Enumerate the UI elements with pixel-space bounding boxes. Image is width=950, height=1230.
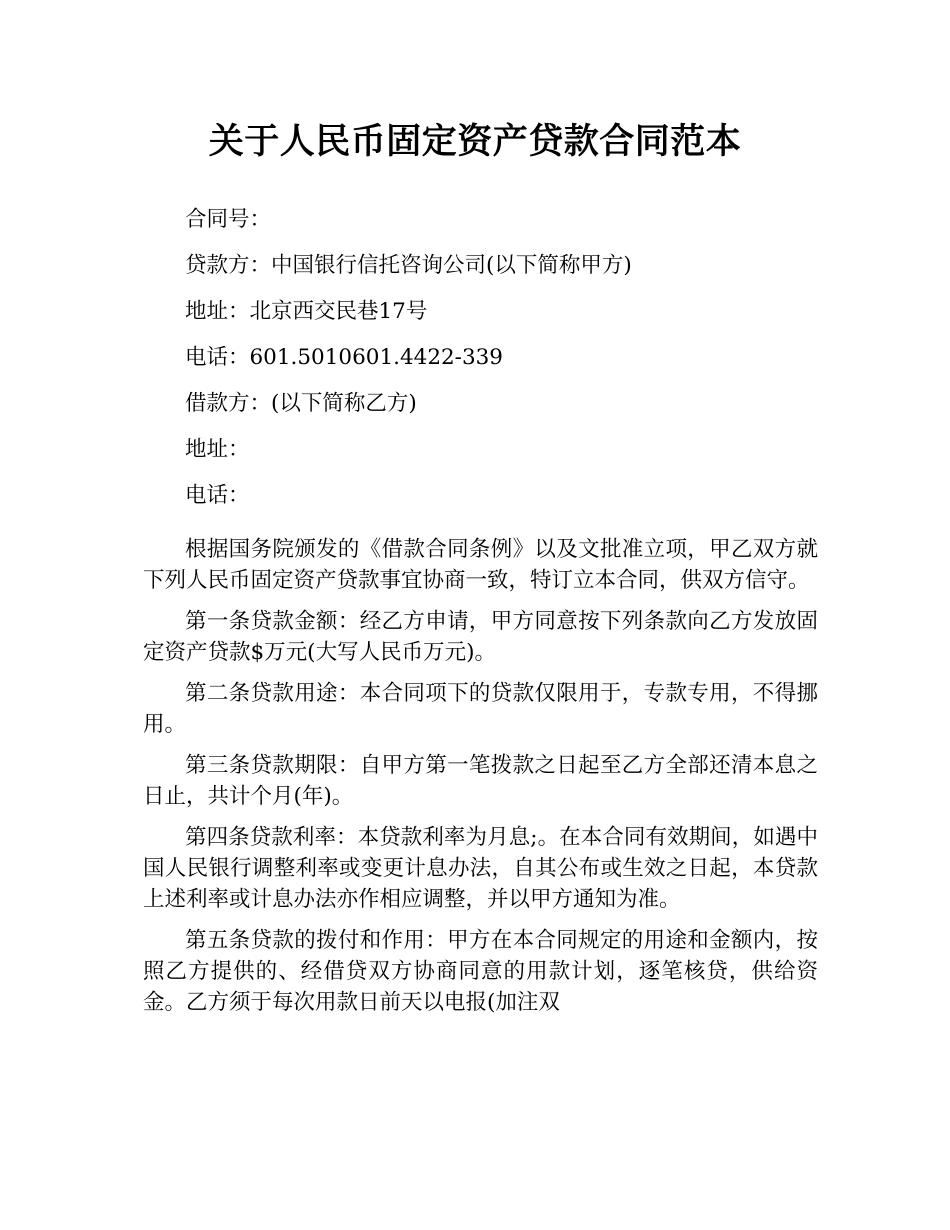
- preamble-paragraph: 根据国务院颁发的《借款合同条例》以及文批准立项，甲乙双方就下列人民币固定资产贷款事宜协商一致，特订立本合同，供双方信守。: [143, 537, 818, 593]
- borrower-address-field: 地址：: [185, 437, 250, 462]
- contract-number-field: 合同号：: [185, 207, 272, 232]
- borrower-phone-field: 电话：: [185, 483, 250, 508]
- document-title: 关于人民币固定资产贷款合同范本: [208, 122, 742, 162]
- lender-address-field: 地址：北京西交民巷17号: [185, 299, 428, 324]
- lender-phone-field: 电话：601.5010601.4422-339: [185, 345, 503, 370]
- borrower-field: 借款方：(以下简称乙方): [185, 391, 417, 416]
- document-body: [143, 200, 818, 1028]
- article-1-paragraph: 第一条贷款金额：经乙方申请，甲方同意按下列条款向乙方发放固定资产贷款$万元(大写人民币万元)。: [143, 609, 818, 665]
- article-2-paragraph: 第二条贷款用途：本合同项下的贷款仅限用于，专款专用，不得挪用。: [143, 681, 818, 737]
- lender-field: 贷款方：中国银行信托咨询公司(以下简称甲方): [185, 253, 632, 278]
- article-4-paragraph: 第四条贷款利率：本贷款利率为月息;。在本合同有效期间，如遇中国人民银行调整利率或变更计息办法，自其公布或生效之日起，本贷款上述利率或计息办法亦作相应调整，并以甲方通知为准。: [143, 825, 818, 912]
- article-3-paragraph: 第三条贷款期限：自甲方第一笔拨款之日起至乙方全部还清本息之日止，共计个月(年)。: [143, 753, 818, 809]
- article-5-paragraph: 第五条贷款的拨付和作用：甲方在本合同规定的用途和金额内，按照乙方提供的、经借贷双方协商同意的用款计划，逐笔核贷，供给资金。乙方须于每次用款日前天以电报(加注双: [143, 928, 818, 1015]
